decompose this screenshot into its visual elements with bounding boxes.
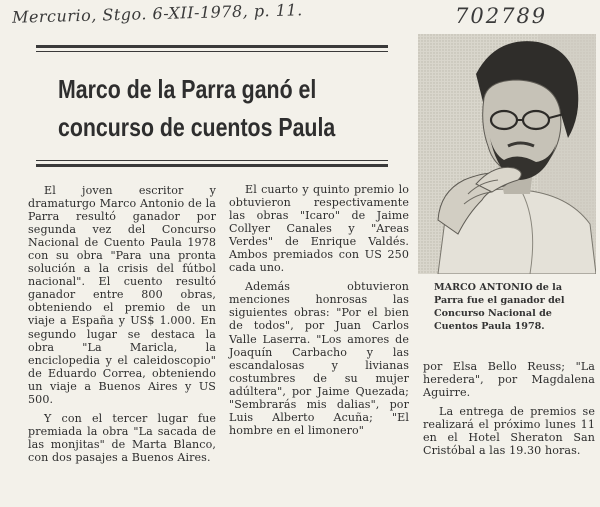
paragraph: El joven escritor y dramaturgo Marco Antonio de la Parra resultó ganador por segunda vez del Concurso Nacional de Cuento Paula 1978 con su obra "Para una pronta solución a la crisis del fútbol nacional". El cuento resultó ganador entre 800 obras, obteniendo el premio de un viaje a España y US$ 1.000. En segundo lugar se destaca la obra "La Maricla, la enciclopedia y el caleidoscopio" de Eduardo Correa, obteniendo un viaje a Buenos Aires y US 500. xyxy=(28,184,216,406)
paragraph: El cuarto y quinto premio lo obtuvieron respectivamente las obras "Icaro" de Jaime Collyer Canales y "Areas Verdes" de Enrique Valdés. Ambos premiados con US 250 cada uno. xyxy=(229,183,409,275)
headline-line-2: concurso de cuentos Paula xyxy=(58,112,336,142)
portrait-photo xyxy=(418,34,596,274)
handwritten-source-note: Mercurio, Stgo. 6-XII-1978, p. 11. xyxy=(11,0,303,27)
article-column-2 xyxy=(229,183,409,437)
handwritten-archive-number: 702789 xyxy=(455,4,548,28)
headline-box xyxy=(36,45,388,167)
photo-caption: MARCO ANTONIO de la Parra fue el ganador del Concurso Nacional de Cuentos Paula 1978. xyxy=(434,282,565,332)
headline xyxy=(58,70,378,146)
paragraph: Además obtuvieron menciones honrosas las siguientes obras: "Por el bien de todos", por Juan Carlos Valle Laserra. "Los amores de Joaquín Carbacho y las escandalosas y livianas costumbres de su mujer adúltera", por Jaime Quezada; "Sembrarás mis dalias", por Luis Alberto Acuña; "El hombre en el limonero" xyxy=(229,280,409,437)
headline-line-1: Marco de la Parra ganó el xyxy=(58,74,317,104)
paragraph: La entrega de premios se realizará el próximo lunes 11 en el Hotel Sheraton San Cristóbal a las 19.30 horas. xyxy=(423,405,595,458)
article-column-1 xyxy=(28,184,216,464)
article-column-3 xyxy=(423,360,595,457)
paragraph: por Elsa Bello Reuss; "La heredera", por Magdalena Aguirre. xyxy=(423,360,595,400)
portrait-photo-icon xyxy=(418,34,596,274)
paragraph: Y con el tercer lugar fue premiada la obra "La sacada de las monjitas" de Marta Blanco, con dos pasajes a Buenos Aires. xyxy=(28,411,216,464)
